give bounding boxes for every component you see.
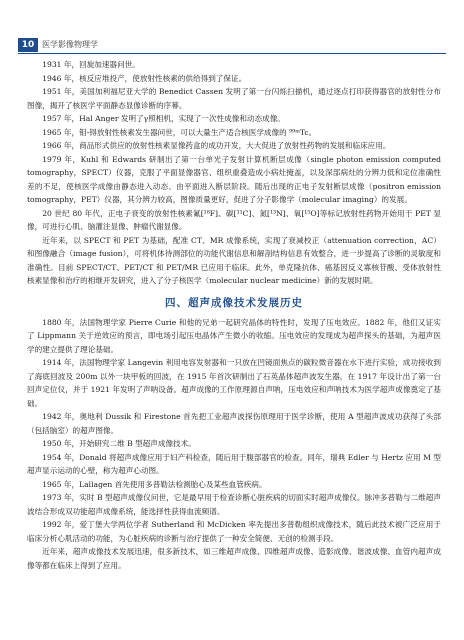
paragraph: 1979 年，Kuhl 和 Edwards 研制出了第一台单光子发射计算机断层成像（single photon emission computed tomography，SPECT）仪器，克服了平面显像器官、组织重叠造成小病灶掩盖，以及深部病灶的分辨力低和定位准确性差的不足，使核医学成像由静态进入动态、由平面进入断层阶段。随后出现的正电子发射断层成像（positron emission tomography，PET）仪器，其分辨力较高，图像质量更好，促进了分子影像学（molecular imaging）的发展。 [27,154,441,204]
body-text [27,58,441,572]
paragraph: 近年来，超声成像技术发展迅速，很多新技术，如三维超声成像、四维超声成像、造影成像、谐波成像、血管内超声成像等都在临床上得到了应用。 [27,547,441,570]
paragraph: 1950 年，开始研究二维 B 型超声成像技术。 [42,439,196,448]
paragraph: 1965 年，钼-锝放射性核素发生器问世，可以大量生产适合核医学成像的 ⁹⁹ᵐTc。 [42,127,317,137]
paragraph: 1914 年，法国物理学家 Langevin 利用电容发射器和一只放在凹镜面焦点的碳粒微音器在水下进行实验，成功接收到了海底回波及 200m 以外一块甲板的回波，在 1915 年首次研制出了石英晶体超声波发生器，在 1917 年设计出了第一台回声定位仪，并于 1921 年发明了声呐设备。超声成像的工作原理源自声呐，压电效应和声呐技术为医学超声成像奠定了基础。 [27,358,441,408]
paragraph: 1946 年，核反应堆投产，使放射性核素的供给得到了保证。 [42,73,247,83]
paragraph: 1951 年，美国加利福尼亚大学的 Benedict Cassen 发明了第一台闪烁扫描机，通过逐点打印获得器官的放射性分布图像，揭开了核医学平面静态显像诊断的序幕。 [27,87,441,110]
paragraph: 1942 年，奥地利 Dussik 和 Firestone 首先把工业超声波探伤原理用于医学诊断，使用 A 型超声波成功获得了头部（包括脑室）的超声图像。 [27,412,441,435]
paragraph: 1931 年，回旋加速器问世。 [42,60,140,69]
paragraph: 20 世纪 80 年代，正电子衰变的放射性核素氟[¹⁸F]、碳[¹¹C]、氮[¹³N]、氧[¹⁵O]等标记放射性药物开始用于 PET 显像，可进行心肌、脑灌注显像、肿瘤代谢显像。 [27,208,441,231]
header-divider [18,53,446,54]
paragraph: 1880 年，法国物理学家 Pierre Curie 和他的兄弟一起研究晶体的特性时，发现了压电效应。1882 年，他们又证实了 Lippmann 关于逆效应的预言，即电场引起压电晶体产生微小的收缩。压电效应的发现成为超声探头的基础，为超声医学的建立提供了理论基础。 [27,317,441,354]
page-number: 10 [18,38,38,52]
paragraph: 1973 年，实时 B 型超声成像仪问世，它是最早用于检查诊断心脏疾病的切面实时超声成像仪。脉冲多普勒与二维超声波结合形成双功能超声成像系统，能选择性获得血流频谱。 [27,493,441,516]
paragraph: 1966 年，商品形式供应的放射性核素显像药盒的成功开发，大大促进了放射性药物的发展和临床应用。 [42,141,391,150]
paragraph: 1965 年，Lallagen 首先使用多普勒法检测胎心及某些血管疾病。 [42,479,267,489]
book-title: 医学影像物理学 [42,40,98,49]
running-header [18,38,446,52]
paragraph: 1992 年，爱丁堡大学两位学者 Sutherland 和 McDicken 率先提出多普勒组织成像技术，随后此技术被广泛应用于临床分析心肌活动的功能，为心脏疾病的诊断与治疗提供了一种安全简便、无创的检测手段。 [27,520,441,543]
paragraph: 1954 年，Donald 将超声成像应用于妇产科检查，随后用于腹部器官的检查。同年，瑞典 Edler 与 Hertz 应用 M 型超声显示运动的心壁，称为超声心动图。 [27,452,441,475]
paragraph: 近年来，以 SPECT 和 PET 为基础，配准 CT、MR 成像系统，实现了衰减校正（attenuation correction，AC）和图像融合（image fusion），可将机体待测部位的功能代谢信息和解剖结构信息有效整合，进一步提高了诊断的灵敏度和准确性。目前 SPECT/CT、PET/CT 和 PET/MR 已应用于临床。此外，单克隆抗体、癌基因反义寡核苷酸、受体放射性核素显像和治疗的相继开发研究，进入了分子核医学（molecular nuclear medicine）新的发展时期。 [27,235,441,285]
paragraph: 1957 年，Hal Anger 发明了γ照相机，实现了一次性成像和动态成像。 [42,114,285,123]
section-heading: 四、超声成像技术发展历史 [165,296,303,309]
